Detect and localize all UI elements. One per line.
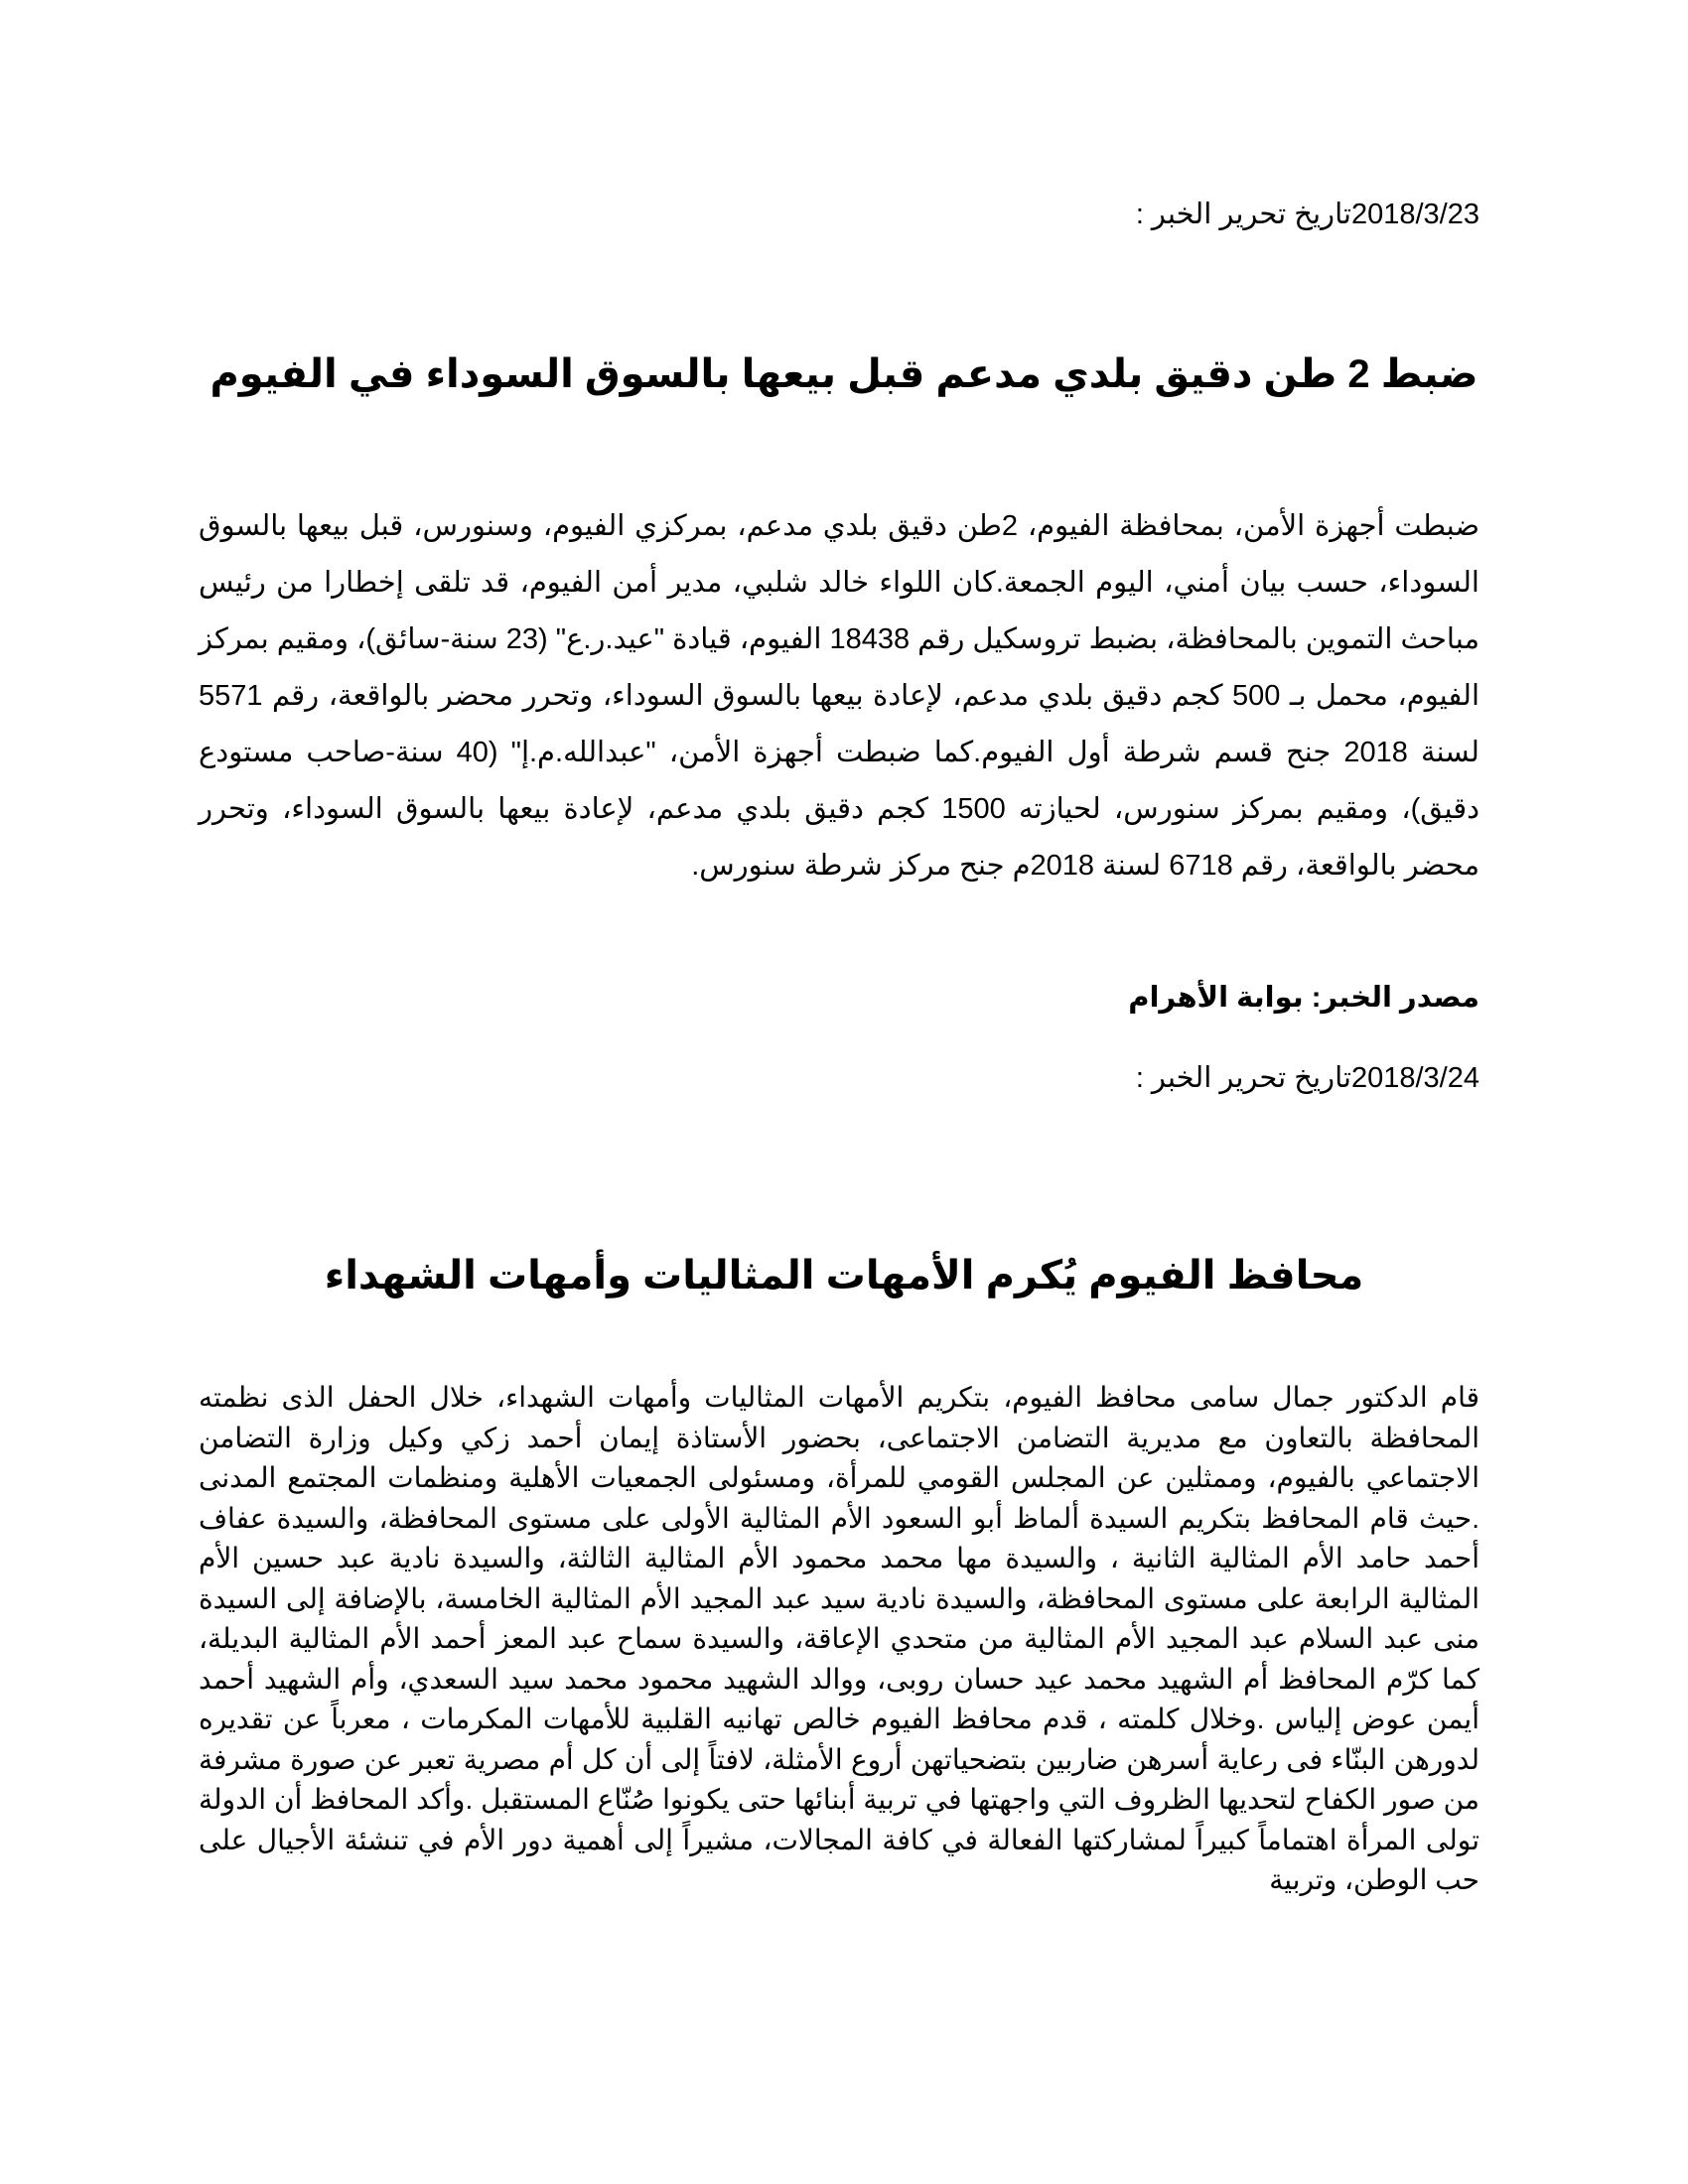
article-2-date-value: 2018/3/24: [1350, 1062, 1479, 1094]
article-2-headline: محافظ الفيوم يُكرم الأمهات المثاليات وأمهات الشهداء: [324, 1254, 1364, 1297]
article-1-date-label: تاريخ تحرير الخبر :: [1135, 199, 1351, 230]
article-1-date-value: 2018/3/23: [1350, 199, 1479, 230]
article-2-date-line: [1136, 1060, 1479, 1095]
article-2-body: قام الدكتور جمال سامى محافظ الفيوم، بتكريم الأمهات المثاليات وأمهات الشهداء، خلال الحفل الذى نظمته المحافظة بالتعاون مع مديرية التضامن الاجتماعى، بحضور الأستاذة إيمان أحمد زكي وكيل وزارة التضامن الاجتماعي بالفيوم، وممثلين عن المجلس القومي للمرأة، ومسئولى الجمعيات الأهلية ومنظمات المجتمع المدنى .حيث قام المحافظ بتكريم السيدة ألماظ أبو السعود الأم المثالية الأولى على مستوى المحافظة، والسيدة عفاف أحمد حامد الأم المثالية الثانية ، والسيدة مها محمد محمود الأم المثالية الثالثة، والسيدة نادية عبد حسين الأم المثالية الرابعة على مستوى المحافظة، والسيدة نادية سيد عبد المجيد الأم المثالية الخامسة، بالإضافة إلى السيدة منى عبد السلام عبد المجيد الأم المثالية من متحدي الإعاقة، والسيدة سماح عبد المعز أحمد الأم المثالية البديلة، كما كرّم المحافظ أم الشهيد محمد عيد حسان روبى، ووالد الشهيد محمود محمد سيد السعدي، وأم الشهيد أحمد أيمن عوض إلياس .وخلال كلمته ، قدم محافظ الفيوم خالص تهانيه القلبية للأمهات المكرمات ، معرباً عن تقديره لدورهن البنّاء فى رعاية أسرهن ضاربين بتضحياتهن أروع الأمثلة، لافتاً إلى أن كل أم مصرية تعبر عن صورة مشرفة من صور الكفاح لتحديها الظروف التي واجهتها في تربية أبنائها حتى يكونوا صُنّاع المستقبل .وأكد المحافظ أن الدولة تولى المرأة اهتماماً كبيراً لمشاركتها الفعالة في كافة المجالات، مشيراً إلى أهمية دور الأم في تنشئة الأجيال على حب الوطن، وتربية: [199, 1382, 1479, 1895]
article-1-body: ضبطت أجهزة الأمن، بمحافظة الفيوم، 2طن دقيق بلدي مدعم، بمركزي الفيوم، وسنورس، قبل بيعها بالسوق السوداء، حسب بيان أمني، اليوم الجمعة.كان اللواء خالد شلبي، مدير أمن الفيوم، قد تلقى إخطارا من رئيس مباحث التموين بالمحافظة، بضبط تروسكيل رقم 18438 الفيوم، قيادة "عيد.ر.ع" (23 سنة-سائق)، ومقيم بمركز الفيوم، محمل بـ 500 كجم دقيق بلدي مدعم، لإعادة بيعها بالسوق السوداء، وتحرر محضر بالواقعة، رقم 5571 لسنة 2018 جنح قسم شرطة أول الفيوم.كما ضبطت أجهزة الأمن، "عبدالله.م.إ" (40 سنة-صاحب مستودع دقيق)، ومقيم بمركز سنورس، لحيازته 1500 كجم دقيق بلدي مدعم، لإعادة بيعها بالسوق السوداء، وتحرر محضر بالواقعة، رقم 6718 لسنة 2018م جنح مركز شرطة سنورس.: [199, 510, 1480, 882]
article-1-date-line: [1136, 197, 1479, 231]
article-1-headline: ضبط 2 طن دقيق بلدي مدعم قبل بيعها بالسوق السوداء في الفيوم: [210, 352, 1478, 396]
article-2-date-label: تاريخ تحرير الخبر :: [1135, 1062, 1351, 1094]
article-1-source: مصدر الخبر: بوابة الأهرام: [1128, 982, 1479, 1014]
